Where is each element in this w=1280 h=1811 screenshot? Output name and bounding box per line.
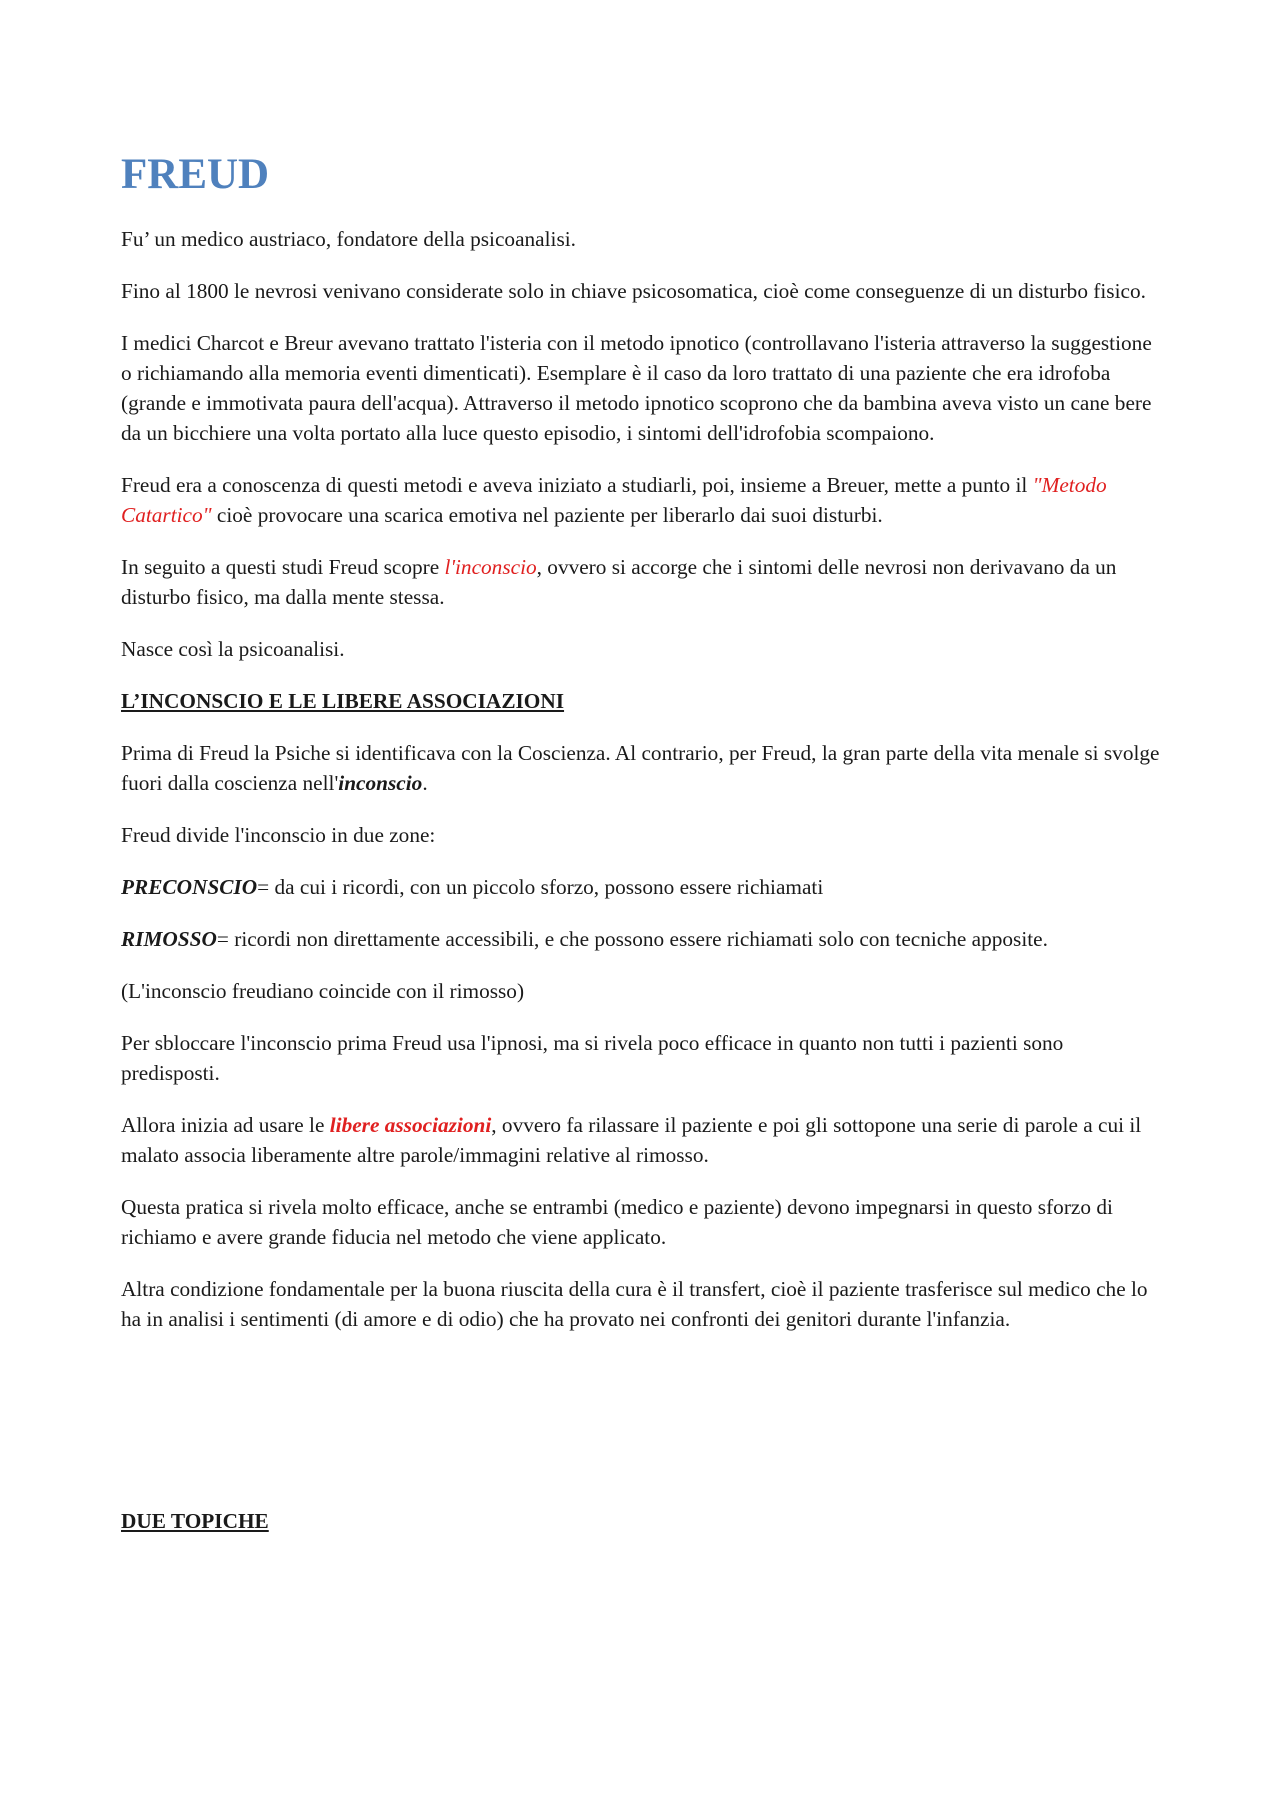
paragraph-charcot-breur: I medici Charcot e Breur avevano trattato l'isteria con il metodo ipnotico (controllavano l'isteria attraverso la suggestione o richiamando alla memoria eventi dimenticati). Esemplare è il caso da loro trattato di una paziente che era idrofoba (grande e immotivata paura dell'acqua). Attraverso il metodo ipnotico scoprono che da bambina aveva visto un cane bere da un bicchiere una volta portato alla luce questo episodio, i sintomi dell'idrofobia scompaiono. xyxy=(121,331,1152,445)
paragraph-intro: Fu’ un medico austriaco, fondatore della psicoanalisi. xyxy=(121,227,576,251)
paragraph-psicoanalisi: Nasce così la psicoanalisi. xyxy=(121,637,345,661)
spacer xyxy=(121,1356,1166,1506)
paragraph-nevrosi: Fino al 1800 le nevrosi venivano considerate solo in chiave psicosomatica, cioè come conseguenze di un disturbo fisico. xyxy=(121,279,1146,303)
text: Freud era a conoscenza di questi metodi e aveva iniziato a studiarli, poi, insieme a Breuer, mette a punto il xyxy=(121,473,1033,497)
paragraph-inconscio-discovery xyxy=(121,552,1166,612)
page-title: FREUD xyxy=(121,151,270,198)
section-heading-due-topiche: DUE TOPICHE xyxy=(121,1509,269,1533)
paragraph-ipnosi: Per sbloccare l'inconscio prima Freud usa l'ipnosi, ma si rivela poco efficace in quanto non tutti i pazienti sono predisposti. xyxy=(121,1031,1064,1085)
text: , ovvero si accorge che i sintomi delle nevrosi non derivavano da un disturbo fisico, ma dalla mente stessa. xyxy=(121,555,1117,609)
text: . xyxy=(422,771,428,795)
text: In seguito a questi studi Freud scopre xyxy=(121,555,445,579)
paragraph-note: (L'inconscio freudiano coincide con il rimosso) xyxy=(121,979,525,1003)
definition-rimosso xyxy=(121,924,1166,954)
text: Prima di Freud la Psiche si identificava con la Coscienza. Al contrario, per Freud, la gran parte della vita menale si svolge fuori dalla coscienza nell' xyxy=(121,741,1160,795)
paragraph-libere-associazioni xyxy=(121,1110,1166,1170)
paragraph-pratica: Questa pratica si rivela molto efficace, anche se entrambi (medico e paziente) devono impegnarsi in questo sforzo di richiamo e avere grande fiducia nel metodo che viene applicato. xyxy=(121,1195,1113,1249)
definition-text: = ricordi non direttamente accessibili, e che possono essere richiamati solo con tecniche apposite. xyxy=(216,927,1048,951)
term-rimosso: RIMOSSO xyxy=(121,927,217,951)
highlight-libere-associazioni: libere associazioni xyxy=(329,1113,492,1137)
document-page xyxy=(121,150,1166,1558)
definition-preconscio xyxy=(121,872,1166,902)
emphasis-inconscio: inconscio xyxy=(338,771,423,795)
text: cioè provocare una scarica emotiva nel paziente per liberarlo dai suoi disturbi. xyxy=(211,503,883,527)
paragraph-psiche xyxy=(121,738,1166,798)
highlight-inconscio: l'inconscio xyxy=(444,555,537,579)
paragraph-metodo-catartico xyxy=(121,470,1166,530)
paragraph-due-zone: Freud divide l'inconscio in due zone: xyxy=(121,823,436,847)
definition-text: = da cui i ricordi, con un piccolo sforzo, possono essere richiamati xyxy=(257,875,824,899)
text: , ovvero fa rilassare il paziente e poi gli sottopone una serie di parole a cui il malato associa liberamente altre parole/immagini relative al rimosso. xyxy=(121,1113,1142,1167)
section-heading-inconscio: L’INCONSCIO E LE LIBERE ASSOCIAZIONI xyxy=(121,689,565,713)
text: Allora inizia ad usare le xyxy=(121,1113,330,1137)
highlight-metodo-catartico: "Metodo Catartico" xyxy=(121,473,1107,527)
paragraph-transfert: Altra condizione fondamentale per la buona riuscita della cura è il transfert, cioè il paziente trasferisce sul medico che lo ha in analisi i sentimenti (di amore e di odio) che ha provato nei confronti dei genitori durante l'infanzia. xyxy=(121,1277,1148,1331)
term-preconscio: PRECONSCIO xyxy=(121,875,258,899)
